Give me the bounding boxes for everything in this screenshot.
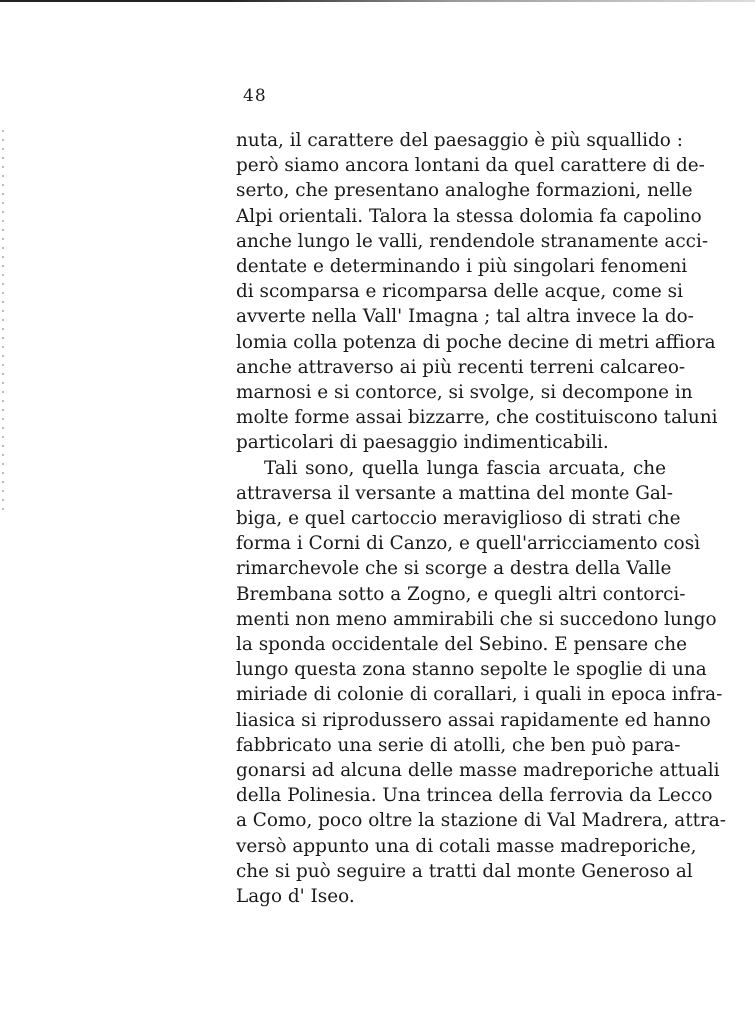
text-line: di scomparsa e ricomparsa delle acque, come si bbox=[236, 281, 683, 303]
text-line: forma i Corni di Canzo, e quell'arricciamento così bbox=[236, 533, 701, 555]
paragraph bbox=[236, 456, 726, 910]
top-edge-rule bbox=[0, 0, 755, 2]
text-line: lungo questa zona stanno sepolte le spoglie di una bbox=[236, 659, 707, 681]
text-line: a Como, poco oltre la stazione di Val Madrera, attra- bbox=[236, 810, 726, 832]
text-line: anche lungo le valli, rendendole stranamente acci- bbox=[236, 230, 709, 252]
text-line: lomia colla potenza di poche decine di metri affiora bbox=[236, 331, 716, 353]
text-line: dentate e determinando i più singolari fenomeni bbox=[236, 256, 688, 278]
text-line: che si può seguire a tratti dal monte Generoso al bbox=[236, 860, 693, 882]
text-line: particolari di paesaggio indimenticabili. bbox=[236, 432, 609, 454]
binding-marks bbox=[2, 130, 4, 510]
text-line: Tali sono, quella lunga fascia arcuata, che bbox=[264, 457, 666, 479]
text-line: biga, e quel cartoccio meraviglioso di strati che bbox=[236, 508, 681, 530]
text-line: Lago d' Iseo. bbox=[236, 886, 355, 908]
text-line: fabbricato una serie di atolli, che ben può para- bbox=[236, 734, 681, 756]
text-line: marnosi e si contorce, si svolge, si decompone in bbox=[236, 382, 693, 404]
text-line: rimarchevole che si scorge a destra della Valle bbox=[236, 558, 672, 580]
body-text bbox=[236, 128, 726, 909]
text-line: liasica si riprodussero assai rapidamente ed hanno bbox=[236, 709, 711, 731]
text-line: menti non meno ammirabili che si succedono lungo bbox=[236, 608, 717, 630]
text-line: serto, che presentano analoghe formazioni, nelle bbox=[236, 180, 693, 202]
text-line: nuta, il carattere del paesaggio è più squallido : bbox=[236, 130, 683, 151]
text-line: molte forme assai bizzarre, che costituiscono taluni bbox=[236, 407, 718, 429]
text-line: Alpi orientali. Talora la stessa dolomia fa capolino bbox=[236, 205, 702, 227]
text-line: la sponda occidentale del Sebino. E pensare che bbox=[236, 634, 687, 656]
text-line: però siamo ancora lontani da quel carattere di de- bbox=[236, 155, 705, 177]
text-line: Brembana sotto a Zogno, e quegli altri contorci- bbox=[236, 583, 686, 605]
text-line: attraversa il versante a mattina del monte Gal- bbox=[236, 482, 673, 504]
page-number: 48 bbox=[243, 86, 267, 106]
text-line: gonarsi ad alcuna delle masse madreporiche attuali bbox=[236, 760, 720, 782]
text-line: versò appunto una di cotali masse madreporiche, bbox=[236, 835, 697, 857]
text-line: anche attraverso ai più recenti terreni calcareo- bbox=[236, 356, 686, 378]
text-line: della Polinesia. Una trincea della ferrovia da Lecco bbox=[236, 785, 713, 807]
text-line: avverte nella Vall' Imagna ; tal altra invece la do- bbox=[236, 306, 694, 328]
text-line: miriade di colonie di corallari, i quali in epoca infra- bbox=[236, 684, 723, 706]
paragraph bbox=[236, 128, 718, 456]
